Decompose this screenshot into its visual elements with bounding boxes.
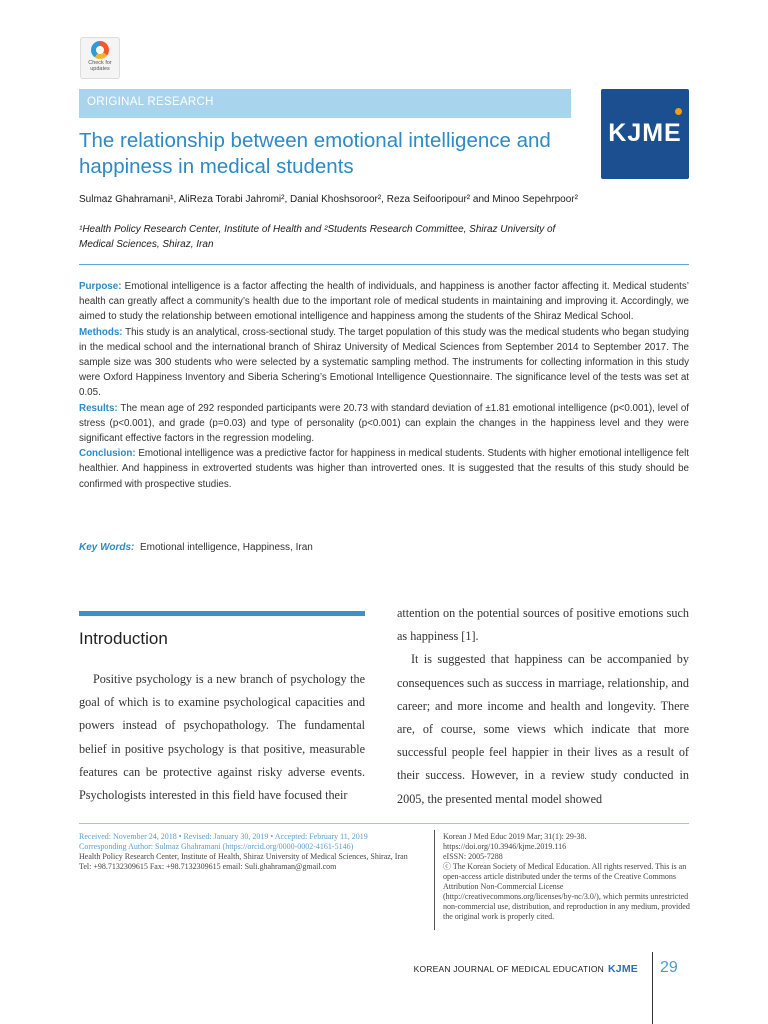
eissn: eISSN: 2005-7288 xyxy=(443,852,503,861)
corresponding-author: Corresponding Author: Sulmaz Ghahramani (https://orcid.org/0000-0002-4161-5146) xyxy=(79,842,354,851)
check-updates-line1: Check for xyxy=(88,60,112,66)
conclusion-label: Conclusion: xyxy=(79,448,136,460)
page-number: 29 xyxy=(660,959,678,976)
citation: Korean J Med Educ 2019 Mar; 31(1): 29-38. xyxy=(443,832,587,841)
crossmark-icon xyxy=(91,41,109,59)
logo-text: KJME xyxy=(608,119,682,147)
footer-right xyxy=(443,832,693,922)
conclusion-text: Emotional intelligence was a predictive factor for happiness in medical students. Students with higher emotional intelligence felt healthier. And happiness in extroverted students was higher than introverted ones. It is suggested that the results of this study should be confirmed with prospective studies. xyxy=(79,448,689,490)
author-contact: Tel: +98.7132309615 Fax: +98.7132309615 email: Suli.ghahraman@gmail.com xyxy=(79,862,337,871)
affiliations: ¹Health Policy Research Center, Institute of Health and ²Students Research Committee, Shiraz University of Medical Sciences, Shiraz, Iran xyxy=(79,224,556,250)
section-label: ORIGINAL RESEARCH xyxy=(87,96,214,108)
abstract-conclusion xyxy=(79,446,689,492)
results-text: The mean age of 292 responded participants were 20.73 with standard deviation of ±1.81 emotional intelligence (p<0.001), level of stress (p<0.001), and grade (p=0.03) and type of personality (p<0.001) can explain the changes in the happiness level and they were significant effective factors in the regression modeling. xyxy=(79,402,689,445)
check-updates-line2: updates xyxy=(90,66,110,72)
intro-paragraph-2: It is suggested that happiness can be accompanied by consequences such as success in marriage, relationship, and career; and more income and health and longevity. There are, of course, some views which indicate that more successful people feel happier in their lives as a result of their success. However, in a review study conducted in 2005, the presented mental model showed xyxy=(397,652,689,806)
page-number-divider xyxy=(652,952,653,1024)
doi-link[interactable]: https://doi.org/10.3946/kjme.2019.116 xyxy=(443,842,567,851)
article-title: The relationship between emotional intelligence and happiness in medical students xyxy=(79,129,551,178)
footer-logo: KJME xyxy=(608,963,638,975)
introduction-heading: Introduction xyxy=(79,629,168,648)
footer-vertical-divider xyxy=(434,830,435,930)
logo-dot-icon xyxy=(675,108,682,115)
journal-logo xyxy=(601,89,689,179)
abstract xyxy=(79,279,689,492)
footer-divider xyxy=(79,823,689,824)
body-column-right xyxy=(397,602,689,811)
journal-name: KOREAN JOURNAL OF MEDICAL EDUCATION xyxy=(413,964,605,974)
author-list: Sulmaz Ghahramani¹, AliReza Torabi Jahromi², Danial Khoshsoroor², Reza Seifooripour² and Minoo Sepehrpoor² xyxy=(79,194,578,205)
keywords xyxy=(79,542,689,553)
running-footer xyxy=(398,963,638,975)
author-address: Health Policy Research Center, Institute of Health, Shiraz University of Medical Sciences, Shiraz, Iran xyxy=(79,852,408,861)
article-dates: Received: November 24, 2018 • Revised: January 30, 2019 • Accepted: February 11, 2019 xyxy=(79,832,368,841)
methods-text: This study is an analytical, cross-sectional study. The target population of this study was the medical students who began studying in the medical school and the international branch of Shiraz University of Medical Sciences from September 2014 to September 2017. The sample size was 300 students who were selected by a systematic sampling method. The instruments for collecting information in this study were Oxford Happiness Inventory and Siberia Schering’s Emotional Intelligence Questionnaire. The significance level of the tests was set at 0.05. xyxy=(79,326,689,399)
introduction-bar xyxy=(79,611,365,616)
abstract-methods xyxy=(79,325,689,401)
body-column-left xyxy=(79,668,365,807)
section-band xyxy=(79,89,571,118)
check-for-updates-badge[interactable] xyxy=(80,37,120,79)
abstract-purpose xyxy=(79,279,689,325)
methods-label: Methods: xyxy=(79,326,123,338)
copyright-notice: ⓒ The Korean Society of Medical Education. All rights reserved. This is an open-access article distributed under the terms of the Creative Commons Attribution Non-Commercial License (http://creativecommons.org/licenses/by-nc/3.0/), which permits unrestricted non-commercial use, distribution, and reproduction in any medium, provided the original work is properly cited. xyxy=(443,862,690,921)
footer-left xyxy=(79,832,424,872)
keywords-text: Emotional intelligence, Happiness, Iran xyxy=(139,542,313,553)
intro-paragraph-1: Positive psychology is a new branch of psychology the goal of which is to examine psychological capacities and powers instead of psychopathology. The fundamental belief in positive psychology is that positive, measurable features can be protective against risky adverse events. Psychologists interested in this field have focused their xyxy=(79,672,365,803)
purpose-text: Emotional intelligence is a factor affecting the health of individuals, and happiness is another factor affecting it. Medical students’ health can greatly affect a community’s health due to the important role of medical students in maintaining and improving it. Accordingly, we aimed to study the relationship between emotional intelligence and happiness among the students of the Shiraz Medical School. xyxy=(79,281,689,323)
header-divider xyxy=(79,264,689,265)
results-label: Results: xyxy=(79,402,118,414)
abstract-results xyxy=(79,401,689,447)
keywords-label: Key Words: xyxy=(79,542,135,553)
purpose-label: Purpose: xyxy=(79,281,122,292)
intro-paragraph-1-cont: attention on the potential sources of positive emotions such as happiness [1]. xyxy=(397,606,689,644)
